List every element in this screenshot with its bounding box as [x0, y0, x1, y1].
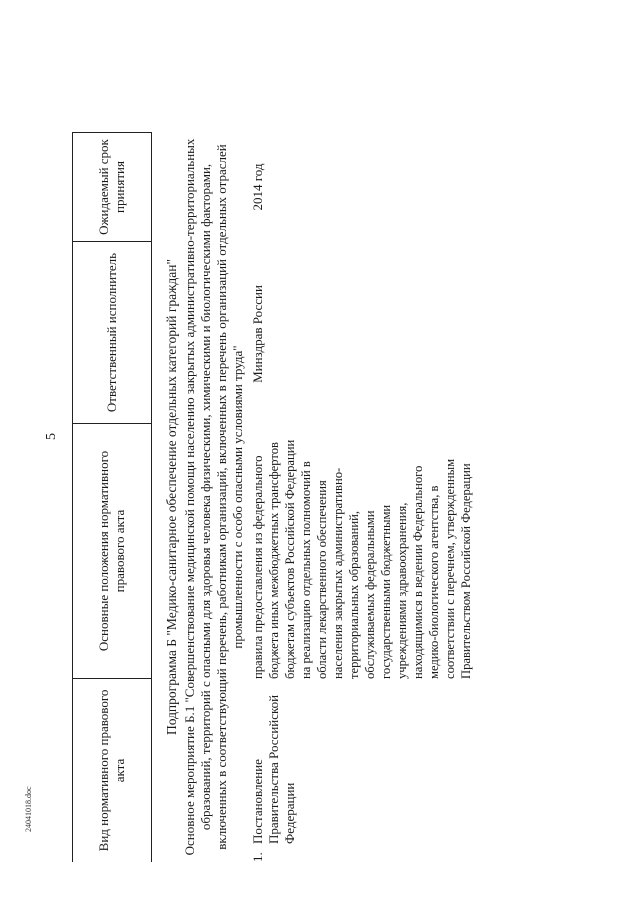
row-term: 2014 год	[250, 163, 265, 211]
row-number: 1.	[250, 852, 265, 862]
page-number: 5	[44, 433, 59, 440]
row-provisions: правила предоставления из федерального бюджета иных межбюджетных трансфертов бюджетам субъектов Российской Федерации на реализацию отдельных полномочий в области лекарственного обеспечения населения закрытых административно-территориальных образований, обслуживаемых федеральными государственными бюджетными учреждениями здравоохранения, находящимися в ведении Федерального медико-биологического агентства, в соответствии с перечнем, утвержденным Правительством Российской Федерации	[251, 439, 473, 679]
header-provisions: Основные положения нормативного правового акта	[72, 424, 152, 679]
header-term: Ожидаемый срок принятия	[72, 132, 152, 242]
measure-text: Основное мероприятие Б.1 "Совершенствование медицинской помощи населению закрытых административно-территориальных образований, территорий с опасными для здоровья человека физическими, химическими и биологическими факторами, включенных в соответствующий перечень, работникам организаций, включенных в перечень организаций отдельных отраслей промышленности с особо опасными условиями труда"	[182, 138, 245, 856]
subprogram-title: Подпрограмма Б "Медико-санитарное обеспечение отдельных категорий граждан"	[164, 258, 179, 736]
document-table	[72, 74, 554, 862]
row-act-type: Постановление Правительства Российской Федерации	[250, 694, 297, 844]
row-responsible: Минздрав России	[250, 285, 265, 383]
header-act-type: Вид нормативного правового акта	[72, 679, 152, 862]
document-code: 24041018.doc	[24, 786, 33, 832]
header-responsible: Ответственный исполнитель	[72, 242, 152, 424]
